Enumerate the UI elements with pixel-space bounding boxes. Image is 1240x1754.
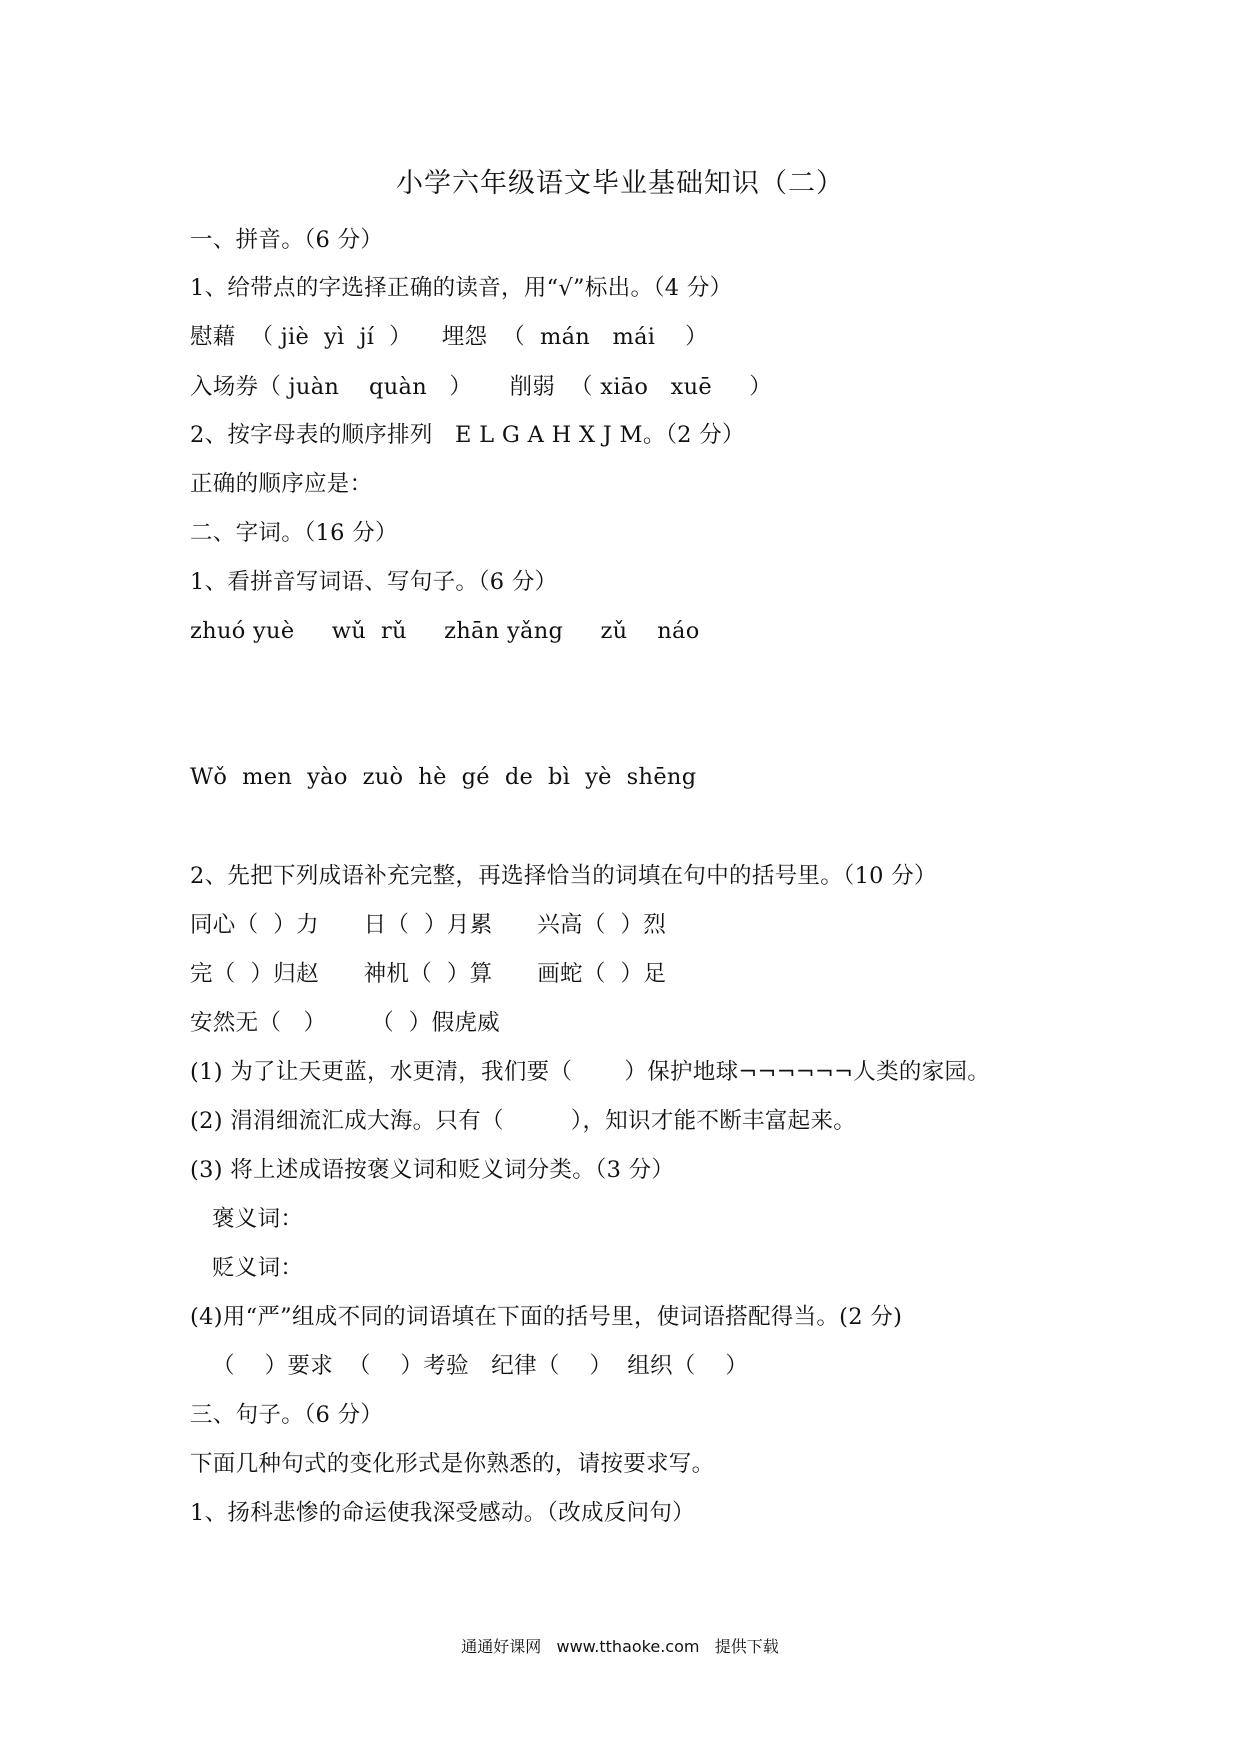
fill-sentence-1: (1) 为了让天更蓝，水更清，我们要（ ）保护地球¬¬¬¬¬¬人类的家园。 bbox=[190, 1059, 991, 1085]
page-title: 小学六年级语文毕业基础知识（二） bbox=[396, 168, 844, 199]
question-yan: (4)用“严”组成不同的词语填在下面的括号里，使词语搭配得当。(2 分) bbox=[190, 1304, 903, 1330]
question-1-2: 2、按字母表的顺序排列 E L G A H X J M。（2 分） bbox=[190, 422, 745, 448]
pinyin-choice-row-1: 慰藉 （ jiè yì jí ） 埋怨 （ mán mái ） bbox=[190, 324, 708, 350]
yan-blanks-row: （ ）要求 （ ）考验 纪律（ ） 组织（ ） bbox=[212, 1353, 749, 1379]
section-2-heading: 二、字词。（16 分） bbox=[190, 520, 398, 546]
pinyin-choice-row-2: 入场券（ juàn quàn ） 削弱 （ xiāo xuē ） bbox=[190, 374, 773, 400]
footer-credit: 通通好课网 www.tthaoke.com 提供下载 bbox=[461, 1637, 779, 1656]
fill-sentence-2: (2) 涓涓细流汇成大海。只有（ ），知识才能不断丰富起来。 bbox=[190, 1108, 857, 1134]
commendatory-label: 褒义词： bbox=[212, 1206, 304, 1232]
section-3-intro: 下面几种句式的变化形式是你熟悉的，请按要求写。 bbox=[190, 1451, 715, 1477]
section-3-heading: 三、句子。（6 分） bbox=[190, 1402, 384, 1428]
idiom-row-1: 同心（ ）力 日（ ）月累 兴高（ ）烈 bbox=[190, 912, 667, 938]
answer-prompt: 正确的顺序应是： bbox=[190, 471, 373, 497]
section-1-heading: 一、拼音。（6 分） bbox=[190, 227, 384, 253]
question-3-1: 1、扬科悲惨的命运使我深受感动。（改成反问句） bbox=[190, 1500, 695, 1526]
idiom-row-3: 安然无（ ） （ ）假虎威 bbox=[190, 1010, 500, 1036]
question-1-1: 1、给带点的字选择正确的读音，用“√”标出。（4 分） bbox=[190, 275, 733, 301]
question-2-1: 1、看拼音写词语、写句子。（6 分） bbox=[190, 569, 558, 595]
pinyin-words-row: zhuó yuè wǔ rǔ zhān yǎng zǔ náo bbox=[190, 618, 700, 644]
classify-prompt: (3) 将上述成语按褒义词和贬义词分类。（3 分） bbox=[190, 1157, 675, 1183]
question-2-2: 2、先把下列成语补充完整，再选择恰当的词填在句中的括号里。（10 分） bbox=[190, 863, 937, 889]
idiom-row-2: 完（ ）归赵 神机（ ）算 画蛇（ ）足 bbox=[190, 961, 667, 987]
derogatory-label: 贬义词： bbox=[212, 1255, 304, 1281]
pinyin-sentence-row: Wǒ men yào zuò hè gé de bì yè shēng bbox=[190, 764, 697, 790]
